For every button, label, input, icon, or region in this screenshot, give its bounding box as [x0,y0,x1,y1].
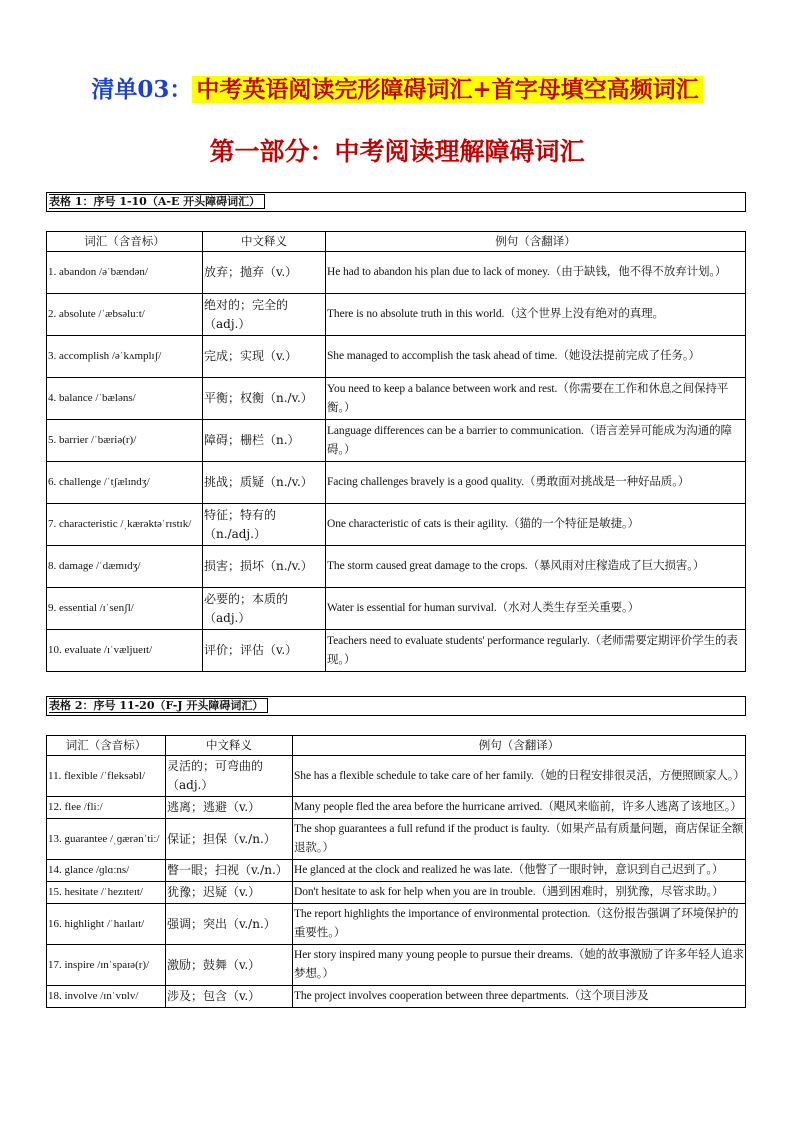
word-cell: 5. barrier /ˈbæriə(r)/ [47,420,203,462]
table-row [47,986,746,1008]
word-cell: 14. glance /ɡlɑːns/ [47,860,166,882]
example-cell: Facing challenges bravely is a good quality.（勇敢面对挑战是一种好品质。） [326,462,746,504]
word-cell: 15. hesitate /ˈhezɪteɪt/ [47,882,166,904]
vocab-table [46,231,746,672]
word-cell: 1. abandon /əˈbændən/ [47,252,203,294]
example-cell: Her story inspired many young people to pursue their dreams.（她的故事激励了许多年轻人追求梦想。） [293,945,746,986]
meaning-cell: 瞥一眼；扫视（v./n.） [166,860,293,882]
word-cell: 13. guarantee /ˌɡærənˈtiː/ [47,819,166,860]
example-cell: Teachers need to evaluate students' performance regularly.（老师需要定期评价学生的表现。） [326,630,746,672]
meaning-cell: 绝对的；完全的（adj.） [203,294,326,336]
table-row [47,588,746,630]
meaning-cell: 挑战；质疑（n./v.） [203,462,326,504]
table-row [47,904,746,945]
example-cell: The shop guarantees a full refund if the product is faulty.（如果产品有质量问题，商店保证全额退款。） [293,819,746,860]
word-cell: 8. damage /ˈdæmɪdʒ/ [47,546,203,588]
column-header-word: 词汇（含音标） [47,232,203,252]
meaning-cell: 激励；鼓舞（v.） [166,945,293,986]
example-cell: The report highlights the importance of environmental protection.（这份报告强调了环境保护的重要性。） [293,904,746,945]
meaning-cell: 涉及；包含（v.） [166,986,293,1008]
table-header-row [47,736,746,756]
table-row [47,252,746,294]
meaning-cell: 灵活的；可弯曲的（adj.） [166,756,293,797]
meaning-cell: 强调；突出（v./n.） [166,904,293,945]
meaning-cell: 损害；损坏（n./v.） [203,546,326,588]
word-cell: 11. flexible /ˈfleksəbl/ [47,756,166,797]
table-header-row [47,232,746,252]
table-row [47,756,746,797]
example-cell: One characteristic of cats is their agility.（猫的一个特征是敏捷。） [326,504,746,546]
table-caption-text: 表格 2：序号 11-20（F-J 开头障碍词汇） [49,698,268,713]
table-row [47,860,746,882]
word-cell: 2. absolute /ˈæbsəluːt/ [47,294,203,336]
example-cell: There is no absolute truth in this world.（这个世界上没有绝对的真理。 [326,294,746,336]
column-header-example: 例句（含翻译） [326,232,746,252]
meaning-cell: 犹豫；迟疑（v.） [166,882,293,904]
table-caption-text: 表格 1：序号 1-10（A-E 开头障碍词汇） [49,194,265,209]
vocab-table [46,735,746,1008]
meaning-cell: 完成；实现（v.） [203,336,326,378]
example-cell: He glanced at the clock and realized he was late.（他瞥了一眼时钟，意识到自己迟到了。） [293,860,746,882]
table-row [47,945,746,986]
example-cell: He had to abandon his plan due to lack of money.（由于缺钱，他不得不放弃计划。） [326,252,746,294]
table-row [47,420,746,462]
table-row [47,882,746,904]
example-cell: Water is essential for human survival.（水对人类生存至关重要。） [326,588,746,630]
word-cell: 17. inspire /ɪnˈspaɪə(r)/ [47,945,166,986]
table-row [47,797,746,819]
meaning-cell: 平衡；权衡（n./v.） [203,378,326,420]
example-cell: The project involves cooperation between three departments.（这个项目涉及 [293,986,746,1008]
table-row [47,462,746,504]
table-caption [46,696,746,716]
meaning-cell: 评价；评估（v.） [203,630,326,672]
table-caption [46,192,746,212]
column-header-word: 词汇（含音标） [47,736,166,756]
meaning-cell: 保证；担保（v./n.） [166,819,293,860]
word-cell: 16. highlight /ˈhaɪlaɪt/ [47,904,166,945]
title-main: 中考英语阅读完形障碍词汇+首字母填空高频词汇 [192,76,702,103]
column-header-example: 例句（含翻译） [293,736,746,756]
table-row [47,378,746,420]
meaning-cell: 逃离；逃避（v.） [166,797,293,819]
section-heading: 第一部分：中考阅读理解障碍词汇 [209,137,585,166]
title-prefix: 清单03： [91,76,193,103]
word-cell: 9. essential /ɪˈsenʃl/ [47,588,203,630]
word-cell: 7. characteristic /ˌkærəktəˈrɪstɪk/ [47,504,203,546]
word-cell: 6. challenge /ˈtʃælɪndʒ/ [47,462,203,504]
example-cell: The storm caused great damage to the crops.（暴风雨对庄稼造成了巨大损害。） [326,546,746,588]
meaning-cell: 特征；特有的（n./adj.） [203,504,326,546]
table-row [47,546,746,588]
table-row [47,294,746,336]
table-row [47,336,746,378]
meaning-cell: 必要的；本质的（adj.） [203,588,326,630]
word-cell: 4. balance /ˈbæləns/ [47,378,203,420]
table-row [47,630,746,672]
example-cell: She managed to accomplish the task ahead of time.（她设法提前完成了任务。） [326,336,746,378]
meaning-cell: 障碍；栅栏（n.） [203,420,326,462]
example-cell: Many people fled the area before the hurricane arrived.（飓风来临前，许多人逃离了该地区。） [293,797,746,819]
column-header-meaning: 中文释义 [203,232,326,252]
example-cell: She has a flexible schedule to take care of her family.（她的日程安排很灵活，方便照顾家人。） [293,756,746,797]
meaning-cell: 放弃；抛弃（v.） [203,252,326,294]
table-row [47,504,746,546]
word-cell: 18. involve /ɪnˈvɒlv/ [47,986,166,1008]
example-cell: Don't hesitate to ask for help when you are in trouble.（遇到困难时，别犹豫，尽管求助。） [293,882,746,904]
page-title [0,72,794,108]
table-row [47,819,746,860]
word-cell: 10. evaluate /ɪˈvæljueɪt/ [47,630,203,672]
word-cell: 3. accomplish /əˈkʌmplɪʃ/ [47,336,203,378]
column-header-meaning: 中文释义 [166,736,293,756]
example-cell: You need to keep a balance between work and rest.（你需要在工作和休息之间保持平衡。） [326,378,746,420]
example-cell: Language differences can be a barrier to communication.（语言差异可能成为沟通的障碍。） [326,420,746,462]
word-cell: 12. flee /fliː/ [47,797,166,819]
